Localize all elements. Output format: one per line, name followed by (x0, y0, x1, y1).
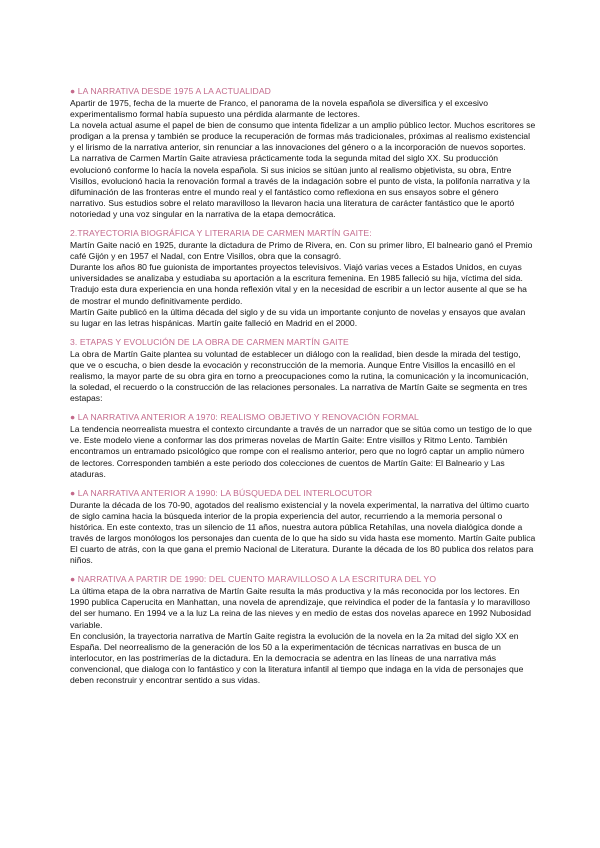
section-heading: ● LA NARRATIVA ANTERIOR A 1970: REALISMO OBJETIVO Y RENOVACIÓN FORMAL (70, 412, 419, 423)
section-heading: ● NARRATIVA A PARTIR DE 1990: DEL CUENTO MARAVILLOSO A LA ESCRITURA DEL YO (70, 574, 437, 585)
body-paragraph: La tendencia neorrealista muestra el contexto circundante a través de un narrador que se sitúa como un testigo de lo que ve. Este modelo viene a conformar las dos primeras novelas de Martín Gaite: Entre visillos y Ritmo Lento. También encontramos un entramado psicológico que rompe con el realismo anterior, pero que no logró captar un amplio número de lectores. Corresponden también a este periodo dos colecciones de cuentos de Martín Gaite: El Balneario y Las ataduras. (70, 424, 532, 479)
body-paragraph: Martín Gaite nació en 1925, durante la dictadura de Primo de Rivera, en. Con su primer libro, El balneario ganó el Premio café Gijón y en 1957 el Nadal, con Entre Visillos, obra que la consagró. (70, 240, 533, 262)
section-heading: ● LA NARRATIVA DESDE 1975 A LA ACTUALIDAD (70, 86, 271, 96)
section-narrativa-a-partir-1990 (70, 574, 536, 686)
section-heading: 3. ETAPAS Y EVOLUCIÓN DE LA OBRA DE CARMEN MARTÍN GAITE (70, 336, 349, 347)
body-paragraph: Durante la década de los 70-90, agotados del realismo existencial y la novela experimental, la narrativa del último cuarto de siglo camina hacia la búsqueda interior de la propia experiencia del autor, recurriendo a la memoria personal o histórica. En este contexto, tras un silencio de 11 años, nuestra autora pública Retahílas, una novela dialógica donde a través de largos monólogos los personajes dan cuenta de lo que ha sido su vida hasta ese momento. Martín Gaite publica El cuarto de atrás, con la que gana el premio Nacional de Literatura. Durante la década de los 80 publica dos relatos para niños. (70, 499, 536, 566)
body-paragraph: La novela actual asume el papel de bien de consumo que intenta fidelizar a un amplio público lector. Muchos escritores se prodigan a la prensa y también se produce la recuperación de formas más tradicionales, próximas al realismo existencial y el lirismo de la narrativa anterior, sin renunciar a las innovaciones del género o a la incorporación de nuevos soportes. (70, 120, 536, 153)
body-paragraph: En conclusión, la trayectoria narrativa de Martín Gaite registra la evolución de la novela en la 2a mitad del siglo XX en España. Del neorrealismo de la generación de los 50 a la experimentación de técnicas narrativas en busca de un interlocutor, en las postrimerías de la dictadura. En la democracia se adentra en las líneas de una narrativa más convencional, que dialoga con lo fantástico y con la literatura infantil al tiempo que indaga en la vida de personajes que deben reconstruir y encontrar sentido a sus vidas. (70, 630, 524, 686)
section-trayectoria-biografica (70, 228, 536, 329)
body-paragraph: Martín Gaite publicó en la última década del siglo y de su vida un importante conjunto de novelas y ensayos que avalan su lugar en las letras hispánicas. Martín gaite falleció en Madrid en el 2000. (70, 306, 526, 328)
section-heading: ● LA NARRATIVA ANTERIOR A 1990: LA BÚSQUEDA DEL INTERLOCUTOR (70, 487, 373, 498)
body-paragraph: La obra de Martín Gaite plantea su voluntad de establecer un diálogo con la realidad, bien desde la mirada del testigo, que ve o escucha, o bien desde la evocación y reconstrucción de la memoria. Aunque Entre Visillos la encasilló en el realismo, la mayor parte de su obra gira en torno a preocupaciones como la rutina, la comunicación y la incomunicación, la soledad, el recuerdo o la construcción de las relaciones personales. La narrativa de Martín Gaite se segmenta en tres estapas: (70, 348, 529, 404)
section-narrativa-anterior-1970 (70, 412, 536, 479)
body-paragraph: Durante los años 80 fue guionista de importantes proyectos televisivos. Viajó varias veces a Estados Unidos, en cuyas universidades se analizaba y estudiaba su aportación a la escritura femenina. En 1985 falleció su hija, víctima del sida. Tradujo esta dura experiencia en una honda reflexión vital y en la necesidad de escribir a un lector ausente al que se ha de mostrar el mundo definitivamente perdido. (70, 262, 527, 306)
body-paragraph: La narrativa de Carmen Martín Gaite atraviesa prácticamente toda la segunda mitad del siglo XX. Su producción evolucionó conforme lo hacía la novela española. Si sus inicios se sitúan junto al realismo objetivista, su obra, Entre Visillos, evolucionó hacia la renovación formal a través de la indagación sobre el punto de vista, la polifonía narrativa y la difuminación de las fronteras entre el mundo real y el fantástico como reflexiona en sus ensayos sobre el género narrativo. Sus estudios sobre el relato maravilloso la llevaron hacia una literatura de carácter fantástico que le aportó notoriedad y una voz singular en la narrativa de la etapa democrática. (70, 153, 530, 219)
section-etapas-evolucion (70, 337, 536, 404)
section-narrativa-anterior-1990 (70, 488, 536, 567)
section-narrativa-desde-1975 (70, 86, 536, 220)
body-paragraph: La última etapa de la obra narrativa de Martín Gaite resulta la más productiva y la más reconocida por los lectores. En 1990 publica Caperucita en Manhattan, una novela de aprendizaje, que reivindica el poder de la fantasía y lo maravilloso del ser humano. En 1994 ve a la luz La reina de las nieves y en medio de estas dos novelas aparece en 1992 Nubosidad variable. (70, 586, 532, 630)
section-heading: 2.TRAYECTORIA BIOGRÁFICA Y LITERARIA DE CARMEN MARTÍN GAITE: (70, 228, 372, 239)
body-paragraph: Apartir de 1975, fecha de la muerte de Franco, el panorama de la novela española se diversifica y el excesivo experimentalismo formal había supuesto una pérdida alarmante de lectores. (70, 98, 488, 120)
